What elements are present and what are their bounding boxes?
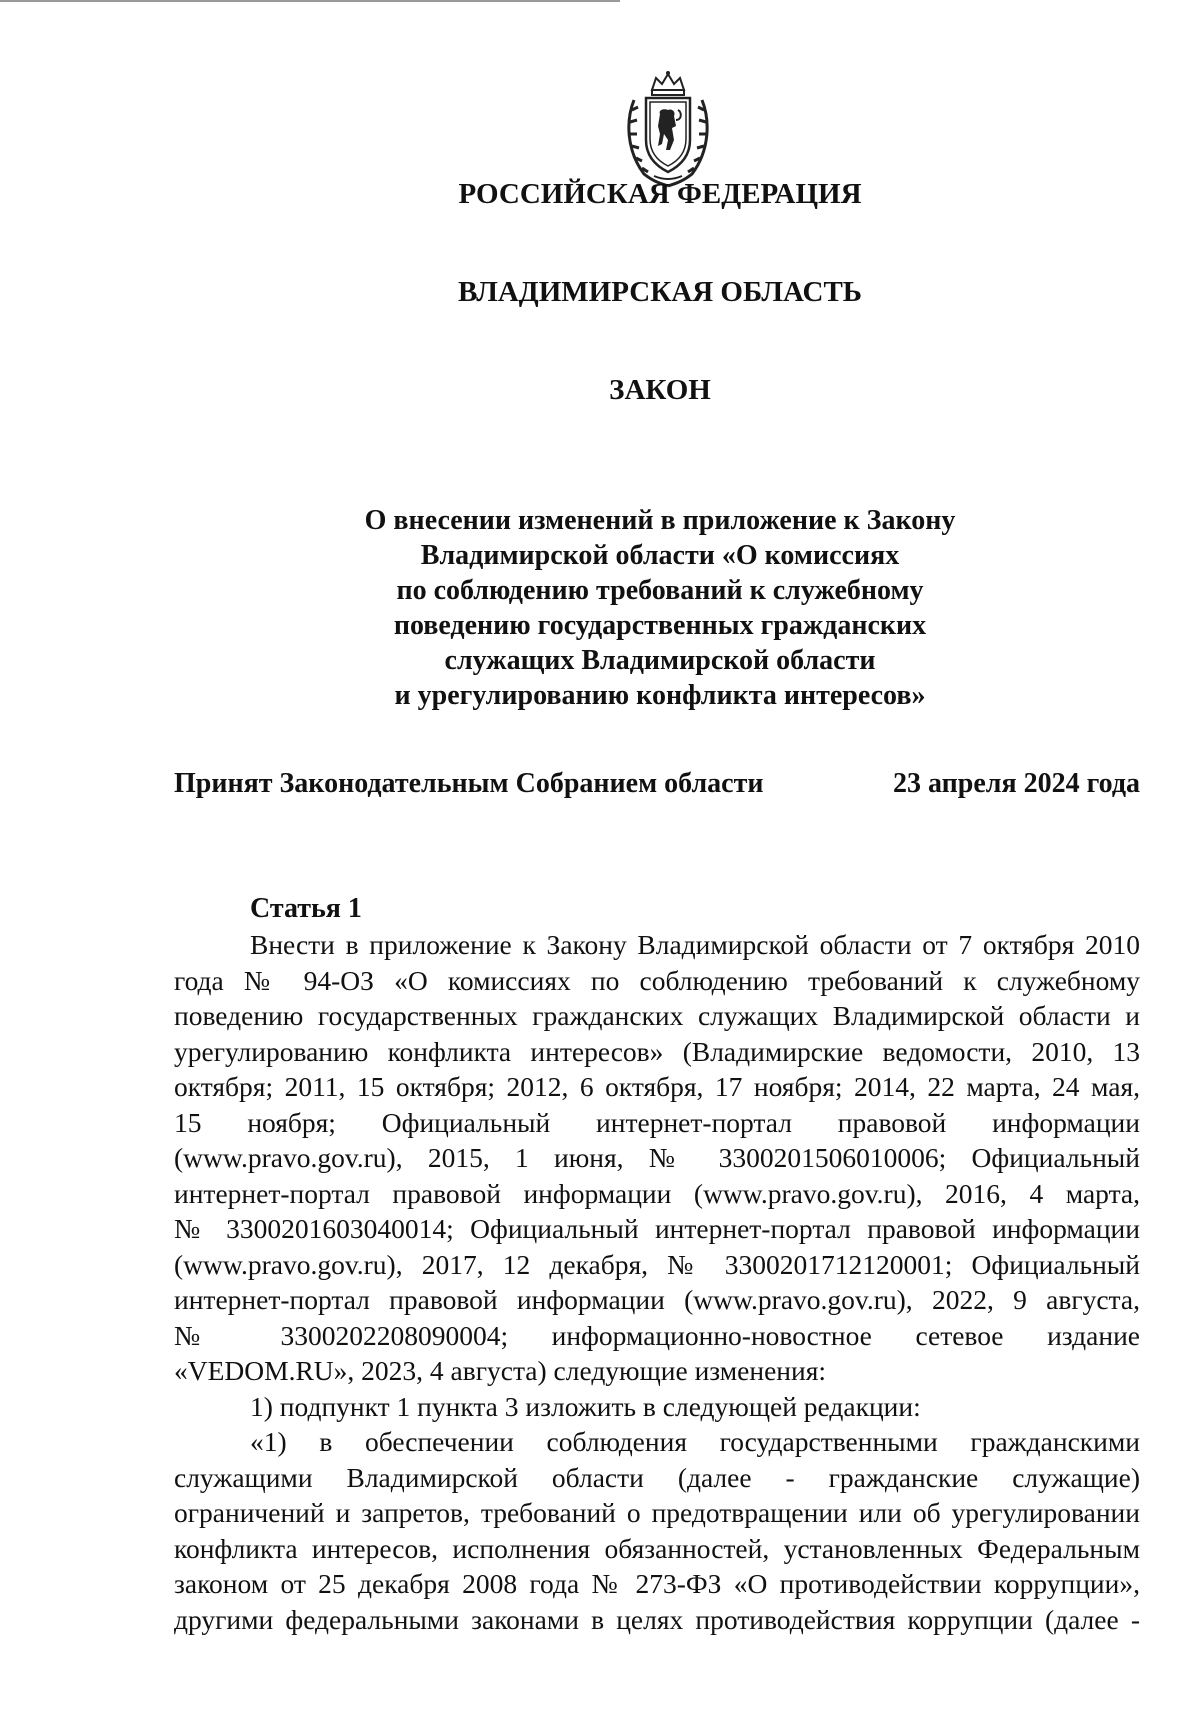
law-title-line: и урегулированию конфликта интересов» <box>394 680 926 711</box>
article-line: 1) подпункт 1 пункта 3 изложить в следующей редакции: <box>250 1390 921 1422</box>
article-line: № 3300202208090004; информационно-новостное сетевое издание <box>174 1319 1140 1351</box>
article-line: ограничений и запретов, требований о предотвращении или об урегулировании <box>174 1497 1140 1528</box>
scan-edge-line <box>0 0 620 2</box>
law-title <box>330 503 990 713</box>
article-line: года № 94-ОЗ «О комиссиях по соблюдению требований к служебному <box>174 964 1140 996</box>
article-line: конфликта интересов, исполнения обязанностей, установленных Федеральным <box>174 1532 1140 1564</box>
region-heading: ВЛАДИМИРСКАЯ ОБЛАСТЬ <box>458 276 862 308</box>
coat-of-arms-emblem <box>624 70 712 188</box>
article-line: урегулированию конфликта интересов» (Владимирские ведомости, 2010, 13 <box>174 1035 1140 1067</box>
article-line: октября; 2011, 15 октября; 2012, 6 октября, 17 ноября; 2014, 22 марта, 24 мая, <box>174 1071 1140 1102</box>
article-line: (www.pravo.gov.ru), 2015, 1 июня, № 3300201506010006; Официальный <box>174 1142 1140 1173</box>
article-line: «VEDOM.RU», 2023, 4 августа) следующие изменения: <box>174 1355 827 1386</box>
article-line: другими федеральными законами в целях противодействия коррупции (далее - <box>174 1603 1140 1635</box>
law-title-line: О внесении изменений в приложение к Закону <box>364 505 956 536</box>
article-heading: Статья 1 <box>250 893 362 924</box>
adopting-body: Принят Законодательным Собранием области <box>174 768 764 799</box>
article-line: 15 ноября; Официальный интернет-портал правовой информации <box>174 1106 1140 1138</box>
adoption-line <box>174 768 1140 800</box>
article-line: интернет-портал правовой информации (www.pravo.gov.ru), 2022, 9 августа, <box>174 1284 1140 1315</box>
article-line: законом от 25 декабря 2008 года № 273-ФЗ «О противодействии коррупции», <box>174 1568 1140 1599</box>
article-line: служащими Владимирской области (далее - гражданские служащие) <box>174 1461 1140 1493</box>
article-line: № 3300201603040014; Официальный интернет-портал правовой информации <box>174 1213 1140 1244</box>
law-title-line: поведению государственных гражданских <box>393 610 927 641</box>
article-line: (www.pravo.gov.ru), 2017, 12 декабря, № 3300201712120001; Официальный <box>174 1248 1140 1280</box>
document-type-heading: ЗАКОН <box>609 374 711 406</box>
article-line: «1) в обеспечении соблюдения государственными гражданскими <box>250 1426 1140 1457</box>
article-body <box>174 927 1140 1637</box>
article-line: интернет-портал правовой информации (www.pravo.gov.ru), 2016, 4 марта, <box>174 1177 1140 1209</box>
article-line: Внести в приложение к Закону Владимирской области от 7 октября 2010 <box>250 929 1140 960</box>
country-heading: РОССИЙСКАЯ ФЕДЕРАЦИЯ <box>458 178 862 210</box>
adoption-date: 23 апреля 2024 года <box>893 768 1140 799</box>
law-title-line: служащих Владимирской области <box>444 645 876 676</box>
law-title-line: Владимирской области «О комиссиях <box>420 540 900 571</box>
article-line: поведению государственных гражданских служащих Владимирской области и <box>174 1000 1140 1031</box>
law-title-line: по соблюдению требований к служебному <box>396 575 924 606</box>
